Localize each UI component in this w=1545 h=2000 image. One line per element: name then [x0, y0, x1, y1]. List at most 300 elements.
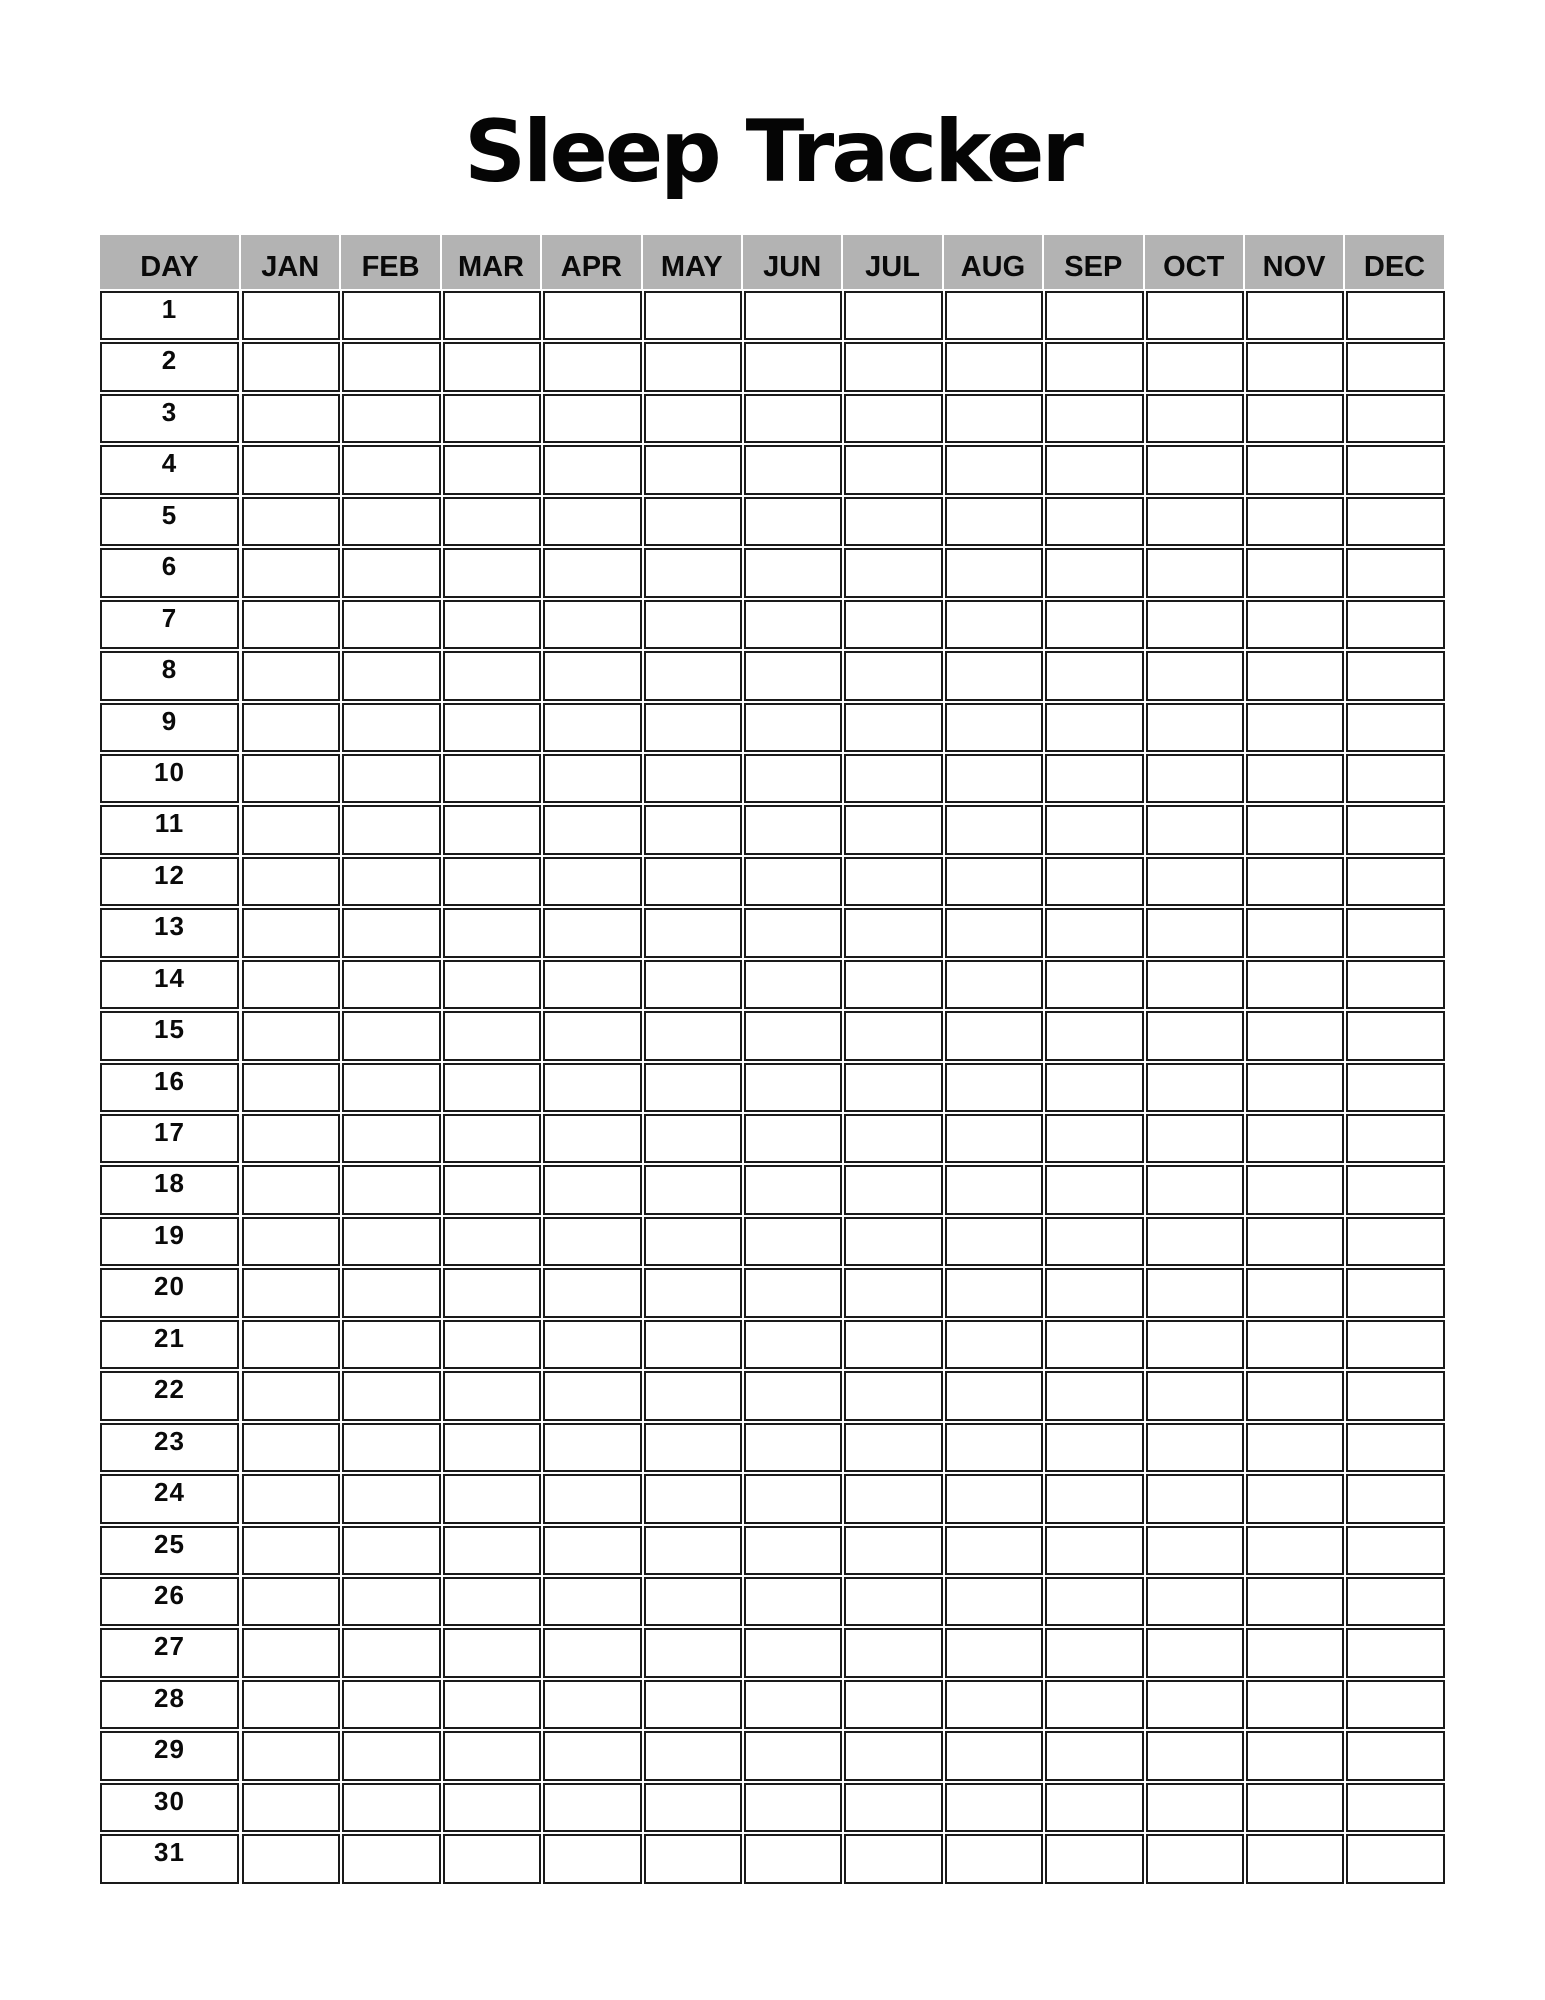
sleep-entry-cell[interactable]	[443, 1628, 541, 1677]
sleep-entry-cell[interactable]	[1045, 754, 1143, 803]
sleep-entry-cell[interactable]	[844, 600, 942, 649]
sleep-entry-cell[interactable]	[1246, 1268, 1344, 1317]
sleep-entry-cell[interactable]	[242, 703, 340, 752]
sleep-entry-cell[interactable]	[945, 497, 1043, 546]
sleep-entry-cell[interactable]	[242, 1165, 340, 1214]
sleep-entry-cell[interactable]	[945, 1114, 1043, 1163]
sleep-entry-cell[interactable]	[1246, 1217, 1344, 1266]
sleep-entry-cell[interactable]	[744, 805, 842, 854]
sleep-entry-cell[interactable]	[945, 703, 1043, 752]
sleep-entry-cell[interactable]	[644, 754, 742, 803]
sleep-entry-cell[interactable]	[844, 342, 942, 391]
sleep-entry-cell[interactable]	[1146, 548, 1244, 597]
sleep-entry-cell[interactable]	[342, 1526, 440, 1575]
sleep-entry-cell[interactable]	[744, 497, 842, 546]
sleep-entry-cell[interactable]	[443, 754, 541, 803]
sleep-entry-cell[interactable]	[543, 1063, 641, 1112]
sleep-entry-cell[interactable]	[644, 1063, 742, 1112]
sleep-entry-cell[interactable]	[443, 703, 541, 752]
sleep-entry-cell[interactable]	[342, 394, 440, 443]
sleep-entry-cell[interactable]	[744, 445, 842, 494]
sleep-entry-cell[interactable]	[1146, 394, 1244, 443]
sleep-entry-cell[interactable]	[844, 1320, 942, 1369]
sleep-entry-cell[interactable]	[744, 1834, 842, 1883]
sleep-entry-cell[interactable]	[945, 960, 1043, 1009]
sleep-entry-cell[interactable]	[644, 600, 742, 649]
sleep-entry-cell[interactable]	[342, 600, 440, 649]
sleep-entry-cell[interactable]	[744, 600, 842, 649]
sleep-entry-cell[interactable]	[1045, 651, 1143, 700]
sleep-entry-cell[interactable]	[644, 1320, 742, 1369]
sleep-entry-cell[interactable]	[945, 1834, 1043, 1883]
sleep-entry-cell[interactable]	[945, 600, 1043, 649]
sleep-entry-cell[interactable]	[242, 1731, 340, 1780]
sleep-entry-cell[interactable]	[644, 960, 742, 1009]
sleep-entry-cell[interactable]	[744, 1063, 842, 1112]
sleep-entry-cell[interactable]	[1246, 1783, 1344, 1832]
sleep-entry-cell[interactable]	[1045, 1165, 1143, 1214]
sleep-entry-cell[interactable]	[1346, 1680, 1444, 1729]
sleep-entry-cell[interactable]	[543, 548, 641, 597]
sleep-entry-cell[interactable]	[844, 908, 942, 957]
sleep-entry-cell[interactable]	[1045, 600, 1143, 649]
sleep-entry-cell[interactable]	[342, 1063, 440, 1112]
sleep-entry-cell[interactable]	[1045, 1371, 1143, 1420]
sleep-entry-cell[interactable]	[242, 1680, 340, 1729]
sleep-entry-cell[interactable]	[844, 1680, 942, 1729]
sleep-entry-cell[interactable]	[744, 1731, 842, 1780]
sleep-entry-cell[interactable]	[1346, 1577, 1444, 1626]
sleep-entry-cell[interactable]	[1346, 1423, 1444, 1472]
sleep-entry-cell[interactable]	[342, 1474, 440, 1523]
sleep-entry-cell[interactable]	[443, 1577, 541, 1626]
sleep-entry-cell[interactable]	[1346, 754, 1444, 803]
sleep-entry-cell[interactable]	[644, 857, 742, 906]
sleep-entry-cell[interactable]	[644, 291, 742, 340]
sleep-entry-cell[interactable]	[443, 1320, 541, 1369]
sleep-entry-cell[interactable]	[644, 1526, 742, 1575]
sleep-entry-cell[interactable]	[443, 394, 541, 443]
sleep-entry-cell[interactable]	[1045, 1011, 1143, 1060]
sleep-entry-cell[interactable]	[543, 1834, 641, 1883]
sleep-entry-cell[interactable]	[844, 497, 942, 546]
sleep-entry-cell[interactable]	[1246, 1577, 1344, 1626]
sleep-entry-cell[interactable]	[1146, 342, 1244, 391]
sleep-entry-cell[interactable]	[945, 1783, 1043, 1832]
sleep-entry-cell[interactable]	[1346, 1268, 1444, 1317]
sleep-entry-cell[interactable]	[644, 1731, 742, 1780]
sleep-entry-cell[interactable]	[1146, 754, 1244, 803]
sleep-entry-cell[interactable]	[242, 1423, 340, 1472]
sleep-entry-cell[interactable]	[945, 1628, 1043, 1677]
sleep-entry-cell[interactable]	[342, 1680, 440, 1729]
sleep-entry-cell[interactable]	[644, 394, 742, 443]
sleep-entry-cell[interactable]	[744, 1577, 842, 1626]
sleep-entry-cell[interactable]	[1346, 497, 1444, 546]
sleep-entry-cell[interactable]	[1246, 445, 1344, 494]
sleep-entry-cell[interactable]	[744, 1320, 842, 1369]
sleep-entry-cell[interactable]	[945, 1680, 1043, 1729]
sleep-entry-cell[interactable]	[744, 651, 842, 700]
sleep-entry-cell[interactable]	[1246, 394, 1344, 443]
sleep-entry-cell[interactable]	[242, 394, 340, 443]
sleep-entry-cell[interactable]	[1146, 805, 1244, 854]
sleep-entry-cell[interactable]	[342, 1577, 440, 1626]
sleep-entry-cell[interactable]	[1045, 805, 1143, 854]
sleep-entry-cell[interactable]	[1146, 497, 1244, 546]
sleep-entry-cell[interactable]	[342, 291, 440, 340]
sleep-entry-cell[interactable]	[644, 342, 742, 391]
sleep-entry-cell[interactable]	[945, 1371, 1043, 1420]
sleep-entry-cell[interactable]	[1346, 651, 1444, 700]
sleep-entry-cell[interactable]	[242, 1628, 340, 1677]
sleep-entry-cell[interactable]	[744, 1217, 842, 1266]
sleep-entry-cell[interactable]	[342, 1371, 440, 1420]
sleep-entry-cell[interactable]	[1246, 960, 1344, 1009]
sleep-entry-cell[interactable]	[844, 1011, 942, 1060]
sleep-entry-cell[interactable]	[443, 1063, 541, 1112]
sleep-entry-cell[interactable]	[1346, 703, 1444, 752]
sleep-entry-cell[interactable]	[443, 857, 541, 906]
sleep-entry-cell[interactable]	[443, 1114, 541, 1163]
sleep-entry-cell[interactable]	[744, 754, 842, 803]
sleep-entry-cell[interactable]	[1246, 600, 1344, 649]
sleep-entry-cell[interactable]	[744, 548, 842, 597]
sleep-entry-cell[interactable]	[342, 651, 440, 700]
sleep-entry-cell[interactable]	[543, 960, 641, 1009]
sleep-entry-cell[interactable]	[1045, 908, 1143, 957]
sleep-entry-cell[interactable]	[744, 1628, 842, 1677]
sleep-entry-cell[interactable]	[242, 1063, 340, 1112]
sleep-entry-cell[interactable]	[1045, 1783, 1143, 1832]
sleep-entry-cell[interactable]	[844, 703, 942, 752]
sleep-entry-cell[interactable]	[1346, 394, 1444, 443]
sleep-entry-cell[interactable]	[945, 857, 1043, 906]
sleep-entry-cell[interactable]	[644, 805, 742, 854]
sleep-entry-cell[interactable]	[844, 1526, 942, 1575]
sleep-entry-cell[interactable]	[543, 1320, 641, 1369]
sleep-entry-cell[interactable]	[543, 1731, 641, 1780]
sleep-entry-cell[interactable]	[443, 1680, 541, 1729]
sleep-entry-cell[interactable]	[1246, 754, 1344, 803]
sleep-entry-cell[interactable]	[945, 1474, 1043, 1523]
sleep-entry-cell[interactable]	[543, 1577, 641, 1626]
sleep-entry-cell[interactable]	[1146, 445, 1244, 494]
sleep-entry-cell[interactable]	[342, 1834, 440, 1883]
sleep-entry-cell[interactable]	[644, 1011, 742, 1060]
sleep-entry-cell[interactable]	[543, 703, 641, 752]
sleep-entry-cell[interactable]	[1246, 1114, 1344, 1163]
sleep-entry-cell[interactable]	[945, 908, 1043, 957]
sleep-entry-cell[interactable]	[1045, 1268, 1143, 1317]
sleep-entry-cell[interactable]	[242, 600, 340, 649]
sleep-entry-cell[interactable]	[844, 548, 942, 597]
sleep-entry-cell[interactable]	[644, 1217, 742, 1266]
sleep-entry-cell[interactable]	[443, 805, 541, 854]
sleep-entry-cell[interactable]	[1246, 548, 1344, 597]
sleep-entry-cell[interactable]	[1346, 445, 1444, 494]
sleep-entry-cell[interactable]	[945, 394, 1043, 443]
sleep-entry-cell[interactable]	[1146, 1063, 1244, 1112]
sleep-entry-cell[interactable]	[242, 1320, 340, 1369]
sleep-entry-cell[interactable]	[543, 651, 641, 700]
sleep-entry-cell[interactable]	[543, 600, 641, 649]
sleep-entry-cell[interactable]	[1146, 1680, 1244, 1729]
sleep-entry-cell[interactable]	[342, 703, 440, 752]
sleep-entry-cell[interactable]	[543, 1526, 641, 1575]
sleep-entry-cell[interactable]	[1146, 600, 1244, 649]
sleep-entry-cell[interactable]	[1146, 1268, 1244, 1317]
sleep-entry-cell[interactable]	[644, 651, 742, 700]
sleep-entry-cell[interactable]	[945, 1011, 1043, 1060]
sleep-entry-cell[interactable]	[342, 754, 440, 803]
sleep-entry-cell[interactable]	[644, 908, 742, 957]
sleep-entry-cell[interactable]	[1045, 445, 1143, 494]
sleep-entry-cell[interactable]	[443, 1783, 541, 1832]
sleep-entry-cell[interactable]	[844, 1731, 942, 1780]
sleep-entry-cell[interactable]	[1346, 908, 1444, 957]
sleep-entry-cell[interactable]	[844, 754, 942, 803]
sleep-entry-cell[interactable]	[844, 1371, 942, 1420]
sleep-entry-cell[interactable]	[1045, 960, 1143, 1009]
sleep-entry-cell[interactable]	[644, 1783, 742, 1832]
sleep-entry-cell[interactable]	[1246, 1731, 1344, 1780]
sleep-entry-cell[interactable]	[1246, 857, 1344, 906]
sleep-entry-cell[interactable]	[543, 1680, 641, 1729]
sleep-entry-cell[interactable]	[844, 1217, 942, 1266]
sleep-entry-cell[interactable]	[342, 1165, 440, 1214]
sleep-entry-cell[interactable]	[1246, 497, 1344, 546]
sleep-entry-cell[interactable]	[443, 960, 541, 1009]
sleep-entry-cell[interactable]	[1346, 1217, 1444, 1266]
sleep-entry-cell[interactable]	[1146, 1165, 1244, 1214]
sleep-entry-cell[interactable]	[1146, 1011, 1244, 1060]
sleep-entry-cell[interactable]	[1346, 1474, 1444, 1523]
sleep-entry-cell[interactable]	[744, 1011, 842, 1060]
sleep-entry-cell[interactable]	[644, 1628, 742, 1677]
sleep-entry-cell[interactable]	[242, 445, 340, 494]
sleep-entry-cell[interactable]	[242, 497, 340, 546]
sleep-entry-cell[interactable]	[644, 548, 742, 597]
sleep-entry-cell[interactable]	[1146, 1577, 1244, 1626]
sleep-entry-cell[interactable]	[844, 1834, 942, 1883]
sleep-entry-cell[interactable]	[1346, 960, 1444, 1009]
sleep-entry-cell[interactable]	[744, 394, 842, 443]
sleep-entry-cell[interactable]	[1246, 342, 1344, 391]
sleep-entry-cell[interactable]	[1346, 1783, 1444, 1832]
sleep-entry-cell[interactable]	[242, 1577, 340, 1626]
sleep-entry-cell[interactable]	[644, 1680, 742, 1729]
sleep-entry-cell[interactable]	[744, 1165, 842, 1214]
sleep-entry-cell[interactable]	[242, 805, 340, 854]
sleep-entry-cell[interactable]	[342, 445, 440, 494]
sleep-entry-cell[interactable]	[443, 497, 541, 546]
sleep-entry-cell[interactable]	[1146, 1783, 1244, 1832]
sleep-entry-cell[interactable]	[844, 1628, 942, 1677]
sleep-entry-cell[interactable]	[1045, 1114, 1143, 1163]
sleep-entry-cell[interactable]	[543, 394, 641, 443]
sleep-entry-cell[interactable]	[844, 1063, 942, 1112]
sleep-entry-cell[interactable]	[644, 1165, 742, 1214]
sleep-entry-cell[interactable]	[1045, 703, 1143, 752]
sleep-entry-cell[interactable]	[1146, 1628, 1244, 1677]
sleep-entry-cell[interactable]	[342, 548, 440, 597]
sleep-entry-cell[interactable]	[844, 960, 942, 1009]
sleep-entry-cell[interactable]	[443, 1371, 541, 1420]
sleep-entry-cell[interactable]	[1246, 1063, 1344, 1112]
sleep-entry-cell[interactable]	[1246, 1628, 1344, 1677]
sleep-entry-cell[interactable]	[844, 805, 942, 854]
sleep-entry-cell[interactable]	[443, 1526, 541, 1575]
sleep-entry-cell[interactable]	[1246, 1011, 1344, 1060]
sleep-entry-cell[interactable]	[844, 651, 942, 700]
sleep-entry-cell[interactable]	[1246, 805, 1344, 854]
sleep-entry-cell[interactable]	[543, 342, 641, 391]
sleep-entry-cell[interactable]	[1146, 291, 1244, 340]
sleep-entry-cell[interactable]	[1045, 1474, 1143, 1523]
sleep-entry-cell[interactable]	[644, 1371, 742, 1420]
sleep-entry-cell[interactable]	[443, 651, 541, 700]
sleep-entry-cell[interactable]	[543, 1217, 641, 1266]
sleep-entry-cell[interactable]	[945, 1165, 1043, 1214]
sleep-entry-cell[interactable]	[543, 908, 641, 957]
sleep-entry-cell[interactable]	[1045, 1834, 1143, 1883]
sleep-entry-cell[interactable]	[342, 1268, 440, 1317]
sleep-entry-cell[interactable]	[744, 908, 842, 957]
sleep-entry-cell[interactable]	[945, 1268, 1043, 1317]
sleep-entry-cell[interactable]	[1246, 1834, 1344, 1883]
sleep-entry-cell[interactable]	[242, 291, 340, 340]
sleep-entry-cell[interactable]	[342, 1217, 440, 1266]
sleep-entry-cell[interactable]	[945, 1577, 1043, 1626]
sleep-entry-cell[interactable]	[543, 1011, 641, 1060]
sleep-entry-cell[interactable]	[242, 1783, 340, 1832]
sleep-entry-cell[interactable]	[945, 548, 1043, 597]
sleep-entry-cell[interactable]	[1346, 805, 1444, 854]
sleep-entry-cell[interactable]	[844, 1577, 942, 1626]
sleep-entry-cell[interactable]	[242, 754, 340, 803]
sleep-entry-cell[interactable]	[242, 548, 340, 597]
sleep-entry-cell[interactable]	[1146, 1371, 1244, 1420]
sleep-entry-cell[interactable]	[1146, 960, 1244, 1009]
sleep-entry-cell[interactable]	[1045, 1680, 1143, 1729]
sleep-entry-cell[interactable]	[744, 1526, 842, 1575]
sleep-entry-cell[interactable]	[1146, 857, 1244, 906]
sleep-entry-cell[interactable]	[744, 703, 842, 752]
sleep-entry-cell[interactable]	[543, 1165, 641, 1214]
sleep-entry-cell[interactable]	[945, 651, 1043, 700]
sleep-entry-cell[interactable]	[1246, 651, 1344, 700]
sleep-entry-cell[interactable]	[543, 497, 641, 546]
sleep-entry-cell[interactable]	[1146, 703, 1244, 752]
sleep-entry-cell[interactable]	[342, 805, 440, 854]
sleep-entry-cell[interactable]	[1146, 1526, 1244, 1575]
sleep-entry-cell[interactable]	[342, 960, 440, 1009]
sleep-entry-cell[interactable]	[1346, 1114, 1444, 1163]
sleep-entry-cell[interactable]	[242, 1114, 340, 1163]
sleep-entry-cell[interactable]	[1045, 1731, 1143, 1780]
sleep-entry-cell[interactable]	[242, 651, 340, 700]
sleep-entry-cell[interactable]	[1246, 291, 1344, 340]
sleep-entry-cell[interactable]	[242, 1217, 340, 1266]
sleep-entry-cell[interactable]	[1346, 291, 1444, 340]
sleep-entry-cell[interactable]	[1246, 1526, 1344, 1575]
sleep-entry-cell[interactable]	[844, 857, 942, 906]
sleep-entry-cell[interactable]	[543, 1783, 641, 1832]
sleep-entry-cell[interactable]	[1246, 1474, 1344, 1523]
sleep-entry-cell[interactable]	[242, 908, 340, 957]
sleep-entry-cell[interactable]	[443, 548, 541, 597]
sleep-entry-cell[interactable]	[945, 1063, 1043, 1112]
sleep-entry-cell[interactable]	[1346, 857, 1444, 906]
sleep-entry-cell[interactable]	[844, 1165, 942, 1214]
sleep-entry-cell[interactable]	[1346, 1165, 1444, 1214]
sleep-entry-cell[interactable]	[1045, 1628, 1143, 1677]
sleep-entry-cell[interactable]	[1246, 1680, 1344, 1729]
sleep-entry-cell[interactable]	[543, 291, 641, 340]
sleep-entry-cell[interactable]	[644, 445, 742, 494]
sleep-entry-cell[interactable]	[1246, 1423, 1344, 1472]
sleep-entry-cell[interactable]	[1246, 1371, 1344, 1420]
sleep-entry-cell[interactable]	[242, 1268, 340, 1317]
sleep-entry-cell[interactable]	[1346, 1011, 1444, 1060]
sleep-entry-cell[interactable]	[543, 1474, 641, 1523]
sleep-entry-cell[interactable]	[1246, 703, 1344, 752]
sleep-entry-cell[interactable]	[342, 1423, 440, 1472]
sleep-entry-cell[interactable]	[744, 1474, 842, 1523]
sleep-entry-cell[interactable]	[945, 1217, 1043, 1266]
sleep-entry-cell[interactable]	[844, 1783, 942, 1832]
sleep-entry-cell[interactable]	[543, 857, 641, 906]
sleep-entry-cell[interactable]	[543, 445, 641, 494]
sleep-entry-cell[interactable]	[744, 1783, 842, 1832]
sleep-entry-cell[interactable]	[543, 754, 641, 803]
sleep-entry-cell[interactable]	[443, 1217, 541, 1266]
sleep-entry-cell[interactable]	[945, 805, 1043, 854]
sleep-entry-cell[interactable]	[443, 1474, 541, 1523]
sleep-entry-cell[interactable]	[1146, 908, 1244, 957]
sleep-entry-cell[interactable]	[342, 1320, 440, 1369]
sleep-entry-cell[interactable]	[443, 342, 541, 391]
sleep-entry-cell[interactable]	[644, 1834, 742, 1883]
sleep-entry-cell[interactable]	[342, 857, 440, 906]
sleep-entry-cell[interactable]	[744, 857, 842, 906]
sleep-entry-cell[interactable]	[1045, 1577, 1143, 1626]
sleep-entry-cell[interactable]	[1045, 548, 1143, 597]
sleep-entry-cell[interactable]	[242, 342, 340, 391]
sleep-entry-cell[interactable]	[242, 1011, 340, 1060]
sleep-entry-cell[interactable]	[443, 1731, 541, 1780]
sleep-entry-cell[interactable]	[543, 1268, 641, 1317]
sleep-entry-cell[interactable]	[1045, 291, 1143, 340]
sleep-entry-cell[interactable]	[945, 1320, 1043, 1369]
sleep-entry-cell[interactable]	[945, 445, 1043, 494]
sleep-entry-cell[interactable]	[945, 754, 1043, 803]
sleep-entry-cell[interactable]	[1346, 548, 1444, 597]
sleep-entry-cell[interactable]	[342, 497, 440, 546]
sleep-entry-cell[interactable]	[342, 908, 440, 957]
sleep-entry-cell[interactable]	[543, 1371, 641, 1420]
sleep-entry-cell[interactable]	[1346, 1628, 1444, 1677]
sleep-entry-cell[interactable]	[945, 1526, 1043, 1575]
sleep-entry-cell[interactable]	[443, 908, 541, 957]
sleep-entry-cell[interactable]	[644, 1423, 742, 1472]
sleep-entry-cell[interactable]	[744, 1114, 842, 1163]
sleep-entry-cell[interactable]	[543, 1628, 641, 1677]
sleep-entry-cell[interactable]	[1346, 1371, 1444, 1420]
sleep-entry-cell[interactable]	[1146, 651, 1244, 700]
sleep-entry-cell[interactable]	[342, 1783, 440, 1832]
